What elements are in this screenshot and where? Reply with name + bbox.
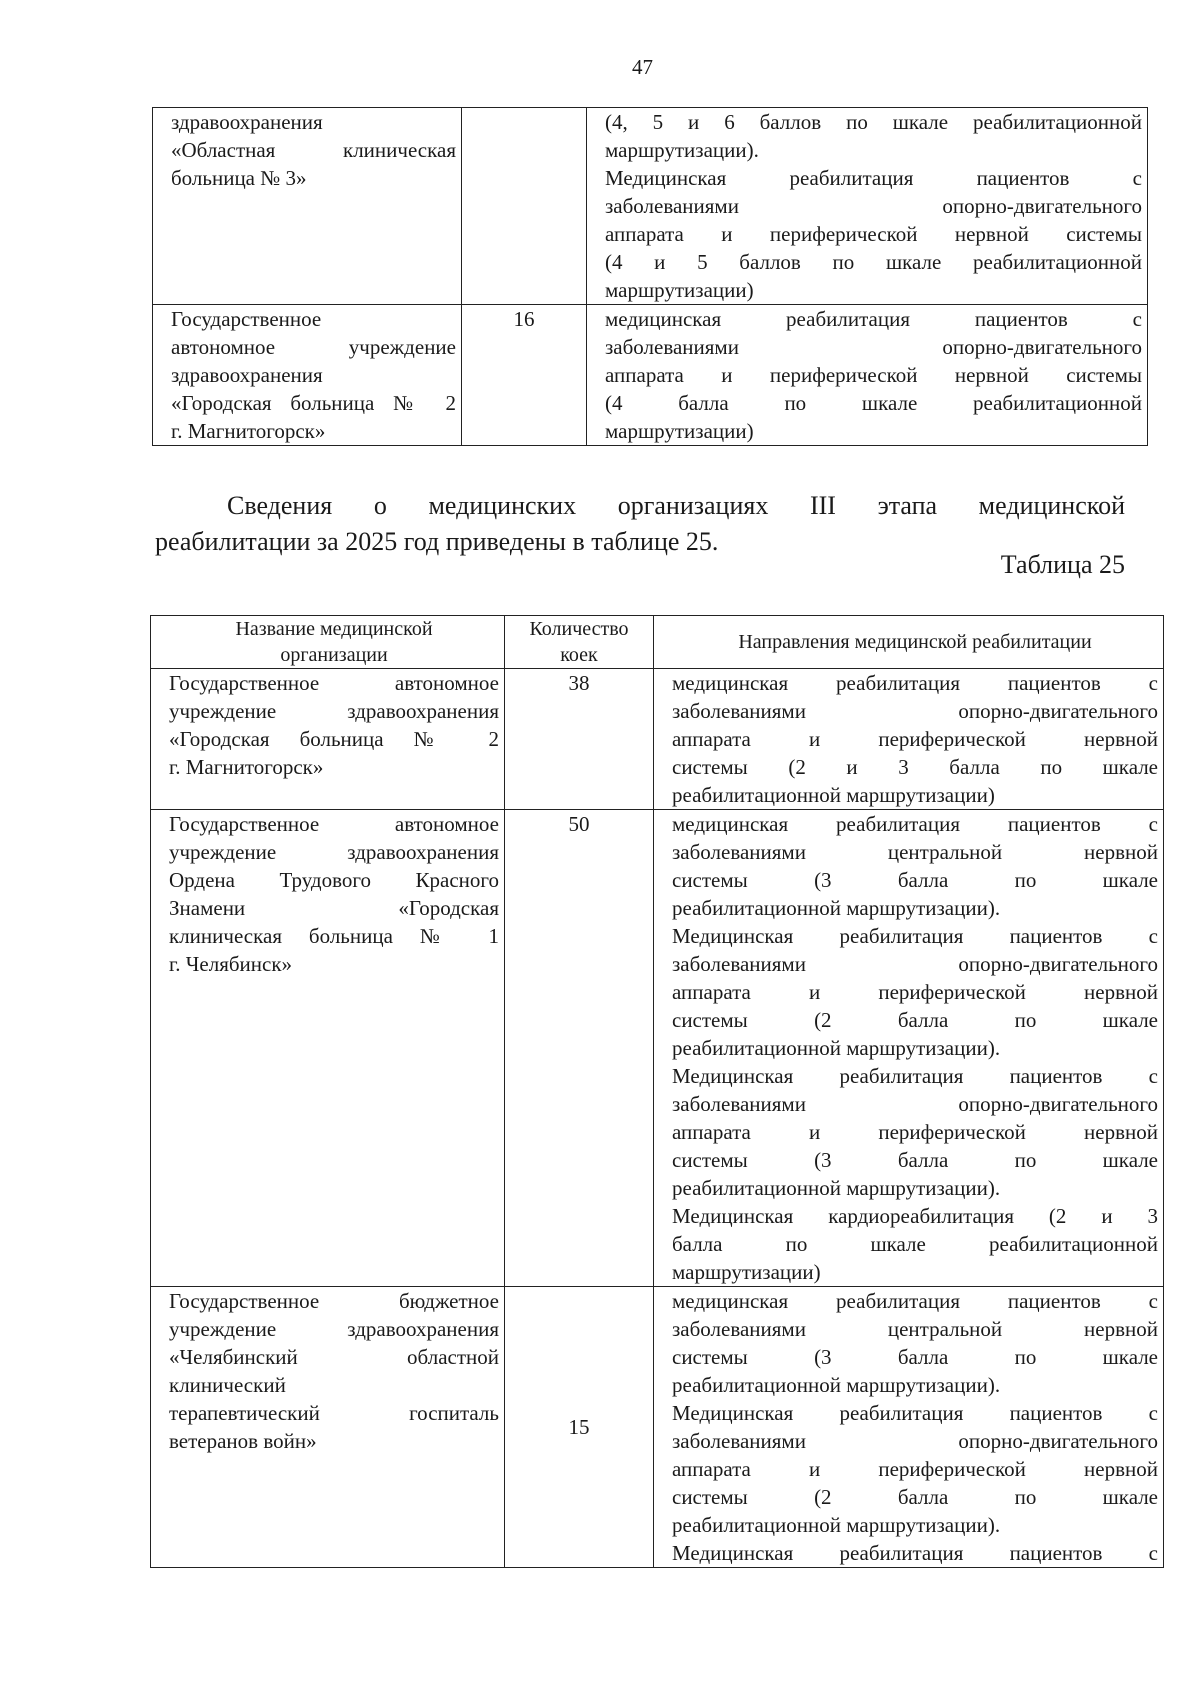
text-line: (4, 5 и 6 баллов по шкале реабилитационной [605,110,1142,134]
text-line: маршрутизации) [605,278,754,302]
table-row [153,305,1148,446]
direction-cell [587,108,1148,305]
table-row [151,1287,1164,1568]
header-directions: Направления медицинской реабилитации [654,616,1164,669]
text-line: заболеваниями центральной нервной [672,1317,1158,1341]
text-line: медицинская реабилитация пациентов с [605,307,1142,331]
text-line: маршрутизации) [672,1260,821,1284]
text-line: ветеранов войн» [169,1429,317,1453]
text-line: клинический [169,1373,286,1397]
text-line: Государственное автономное [169,812,499,836]
org-cell [151,1287,505,1568]
text-line: реабилитационной маршрутизации). [672,1373,1001,1397]
direction-cell [654,669,1164,810]
text-line: здравоохранения [171,363,323,387]
text-line: клиническая больница № 1 [169,924,499,948]
text-line: учреждение здравоохранения [169,840,499,864]
text-line: аппарата и периферической нервной [672,1120,1158,1144]
text-line: системы (3 балла по шкале [672,868,1158,892]
text-line: (4 и 5 баллов по шкале реабилитационной [605,250,1142,274]
text-line: аппарата и периферической нервной [672,980,1158,1004]
beds-cell: 38 [505,669,654,810]
text-line: реабилитационной маршрутизации). [672,1513,1001,1537]
header-line: Количество [529,618,629,640]
beds-cell: 16 [462,305,587,446]
text-line: учреждение здравоохранения [169,699,499,723]
text-line: Ордена Трудового Красного [169,868,499,892]
text-line: аппарата и периферической нервной системы [605,363,1142,387]
table-row [151,810,1164,1287]
text-line: здравоохранения [171,110,323,134]
text-line: «Городская больница № 2 [169,727,499,751]
direction-cell [654,810,1164,1287]
text-line: заболеваниями опорно-двигательного [672,1092,1158,1116]
text-line: заболеваниями центральной нервной [672,840,1158,864]
continued-table [152,107,1148,446]
text-line: Медицинская реабилитация пациентов с [672,924,1158,948]
header-line: коек [560,644,598,666]
text-line: Государственное автономное [169,671,499,695]
text-line: медицинская реабилитация пациентов с [672,671,1158,695]
beds-cell: 50 [505,810,654,1287]
intro-line: Сведения о медицинских организациях III этапа медицинской [227,491,1125,520]
text-line: реабилитационной маршрутизации). [672,1176,1001,1200]
text-line: «Челябинский областной [169,1345,499,1369]
table-row [153,108,1148,305]
header-line: Название медицинской [235,618,433,640]
text-line: системы (2 балла по шкале [672,1485,1158,1509]
text-line: системы (3 балла по шкале [672,1345,1158,1369]
text-line: Медицинская реабилитация пациентов с [672,1541,1158,1565]
text-line: аппарата и периферической нервной [672,1457,1158,1481]
text-line: балла по шкале реабилитационной [672,1232,1158,1256]
text-line: заболеваниями опорно-двигательного [672,1429,1158,1453]
text-line: заболеваниями опорно-двигательного [672,952,1158,976]
table-row [151,669,1164,810]
text-line: г. Магнитогорск» [171,419,326,443]
text-line: заболеваниями опорно-двигательного [605,335,1142,359]
text-line: реабилитационной маршрутизации). [672,896,1001,920]
text-line: учреждение здравоохранения [169,1317,499,1341]
table-caption: Таблица 25 [1000,550,1125,579]
header-line: организации [280,644,388,666]
text-line: маршрутизации) [605,419,754,443]
text-line: Медицинская реабилитация пациентов с [605,166,1142,190]
text-line: «Городская больница № 2 [171,391,456,415]
text-line: Государственное [171,307,322,331]
text-line: аппарата и периферической нервной системы [605,222,1142,246]
text-line: маршрутизации). [605,138,759,162]
table-25 [150,615,1164,1568]
org-cell [153,108,462,305]
table-header-row [151,616,1164,669]
text-line: г. Магнитогорск» [169,755,324,779]
text-line: системы (2 балла по шкале [672,1008,1158,1032]
text-line: больница № 3» [171,166,307,190]
text-line: г. Челябинск» [169,952,293,976]
text-line: Знамени «Городская [169,896,499,920]
text-line: терапевтический госпиталь [169,1401,499,1425]
text-line: (4 балла по шкале реабилитационной [605,391,1142,415]
header-beds [505,616,654,669]
text-line: реабилитационной маршрутизации) [672,783,995,807]
text-line: Медицинская реабилитация пациентов с [672,1064,1158,1088]
text-line: реабилитационной маршрутизации). [672,1036,1001,1060]
org-cell [151,810,505,1287]
text-line: «Областная клиническая [171,138,456,162]
text-line: аппарата и периферической нервной [672,727,1158,751]
text-line: системы (3 балла по шкале [672,1148,1158,1172]
intro-line: реабилитации за 2025 год приведены в таблице 25. [155,527,719,556]
direction-cell [654,1287,1164,1568]
text-line: системы (2 и 3 балла по шкале [672,755,1158,779]
org-cell [153,305,462,446]
text-line: медицинская реабилитация пациентов с [672,1289,1158,1313]
beds-cell: 15 [505,1287,654,1568]
text-line: заболеваниями опорно-двигательного [605,194,1142,218]
text-line: заболеваниями опорно-двигательного [672,699,1158,723]
direction-cell [587,305,1148,446]
text-line: автономное учреждение [171,335,456,359]
page-number: 47 [632,55,653,79]
header-org [151,616,505,669]
text-line: медицинская реабилитация пациентов с [672,812,1158,836]
text-line: Медицинская кардиореабилитация (2 и 3 [672,1204,1158,1228]
text-line: Государственное бюджетное [169,1289,499,1313]
text-line: Медицинская реабилитация пациентов с [672,1401,1158,1425]
org-cell [151,669,505,810]
beds-cell [462,108,587,305]
